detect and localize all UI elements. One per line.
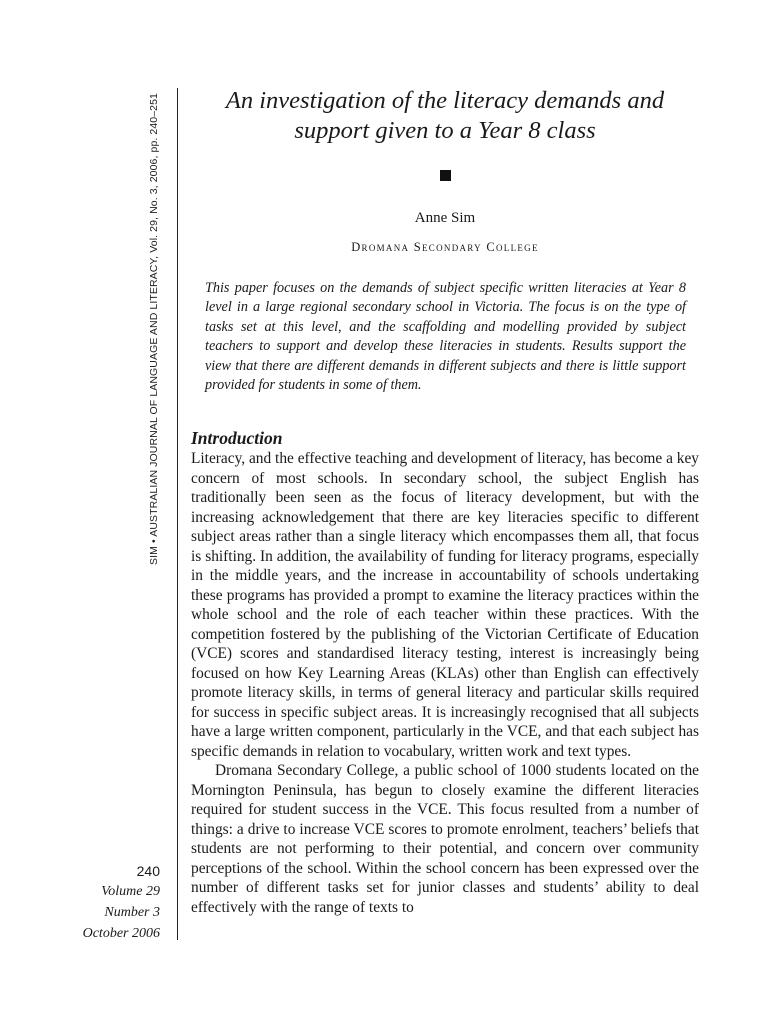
issue-date-label: October 2006 [82, 926, 160, 941]
running-head-bullet: • [148, 539, 160, 543]
body-paragraph-2: Dromana Secondary College, a public school of 1000 students located on the Mornington Peninsula, has begun to closely examine the different literacies required for student success in the VCE. This focus resulted from a number of things: a drive to increase VCE scores to promote enrolment, teachers’ beliefs that students are not performing to their potential, and concern over community perceptions of the school. Within the school concern has been expressed over the number of different tasks set for junior classes and students’ ability to deal effectively with the range of texts to [191, 762, 699, 916]
running-head-journal: AUSTRALIAN JOURNAL OF LANGUAGE AND LITERACY, [148, 255, 160, 537]
margin-info [83, 861, 160, 944]
section-heading-introduction: Introduction [191, 428, 283, 448]
issue-number-label: Number 3 [104, 905, 160, 920]
volume-label: Volume 29 [101, 884, 160, 899]
abstract: This paper focuses on the demands of subject specific written literacies at Year 8 level in a large regional secondary school in Victoria. The focus is on the type of tasks set at this level, and the scaffolding and modelling provided by subject teachers to support and develop these literacies in students. Results support the view that there are different demands in different subjects and there is little support provided for students in some of them. [205, 280, 686, 394]
page-number: 240 [136, 863, 160, 879]
body-text [191, 449, 699, 917]
margin-rule [177, 88, 178, 940]
author-affiliation: Dromana Secondary College [351, 240, 539, 254]
title-separator-mark [440, 170, 451, 181]
running-head-citation: Vol. 29, No. 3, 2006, pp. 240–251 [148, 93, 160, 253]
running-head-author: SIM [148, 546, 160, 565]
body-paragraph-1: Literacy, and the effective teaching and development of literacy, has become a key concern of most schools. In secondary school, the subject English has traditionally been seen as the focus of literacy development, but with the increasing acknowledgement that there are key literacies specific to different subject areas rather than a single literacy which encompasses them all, that focus is shifting. In addition, the availability of funding for literacy programs, especially in the middle years, and the increase in accountability of schools undertaking these programs has provided a prompt to examine the literacy practices within the whole school and the role of each teacher within these practices. With the competition fostered by the publishing of the Victorian Certificate of Education (VCE) scores and standardised literacy testing, interest is increasingly being focused on how Key Learning Areas (KLAs) other than English can effectively promote literacy skills, in terms of general literacy and particular skills required for success in specific subject areas. It is increasingly recognised that all subjects have a large written component, particularly in the VCE, and that each subject has specific demands in relation to vocabulary, written work and text types. [191, 450, 699, 760]
running-head [148, 93, 160, 565]
article-title: An investigation of the literacy demands and support given to a Year 8 class [225, 87, 665, 144]
article-author: Anne Sim [414, 210, 476, 226]
